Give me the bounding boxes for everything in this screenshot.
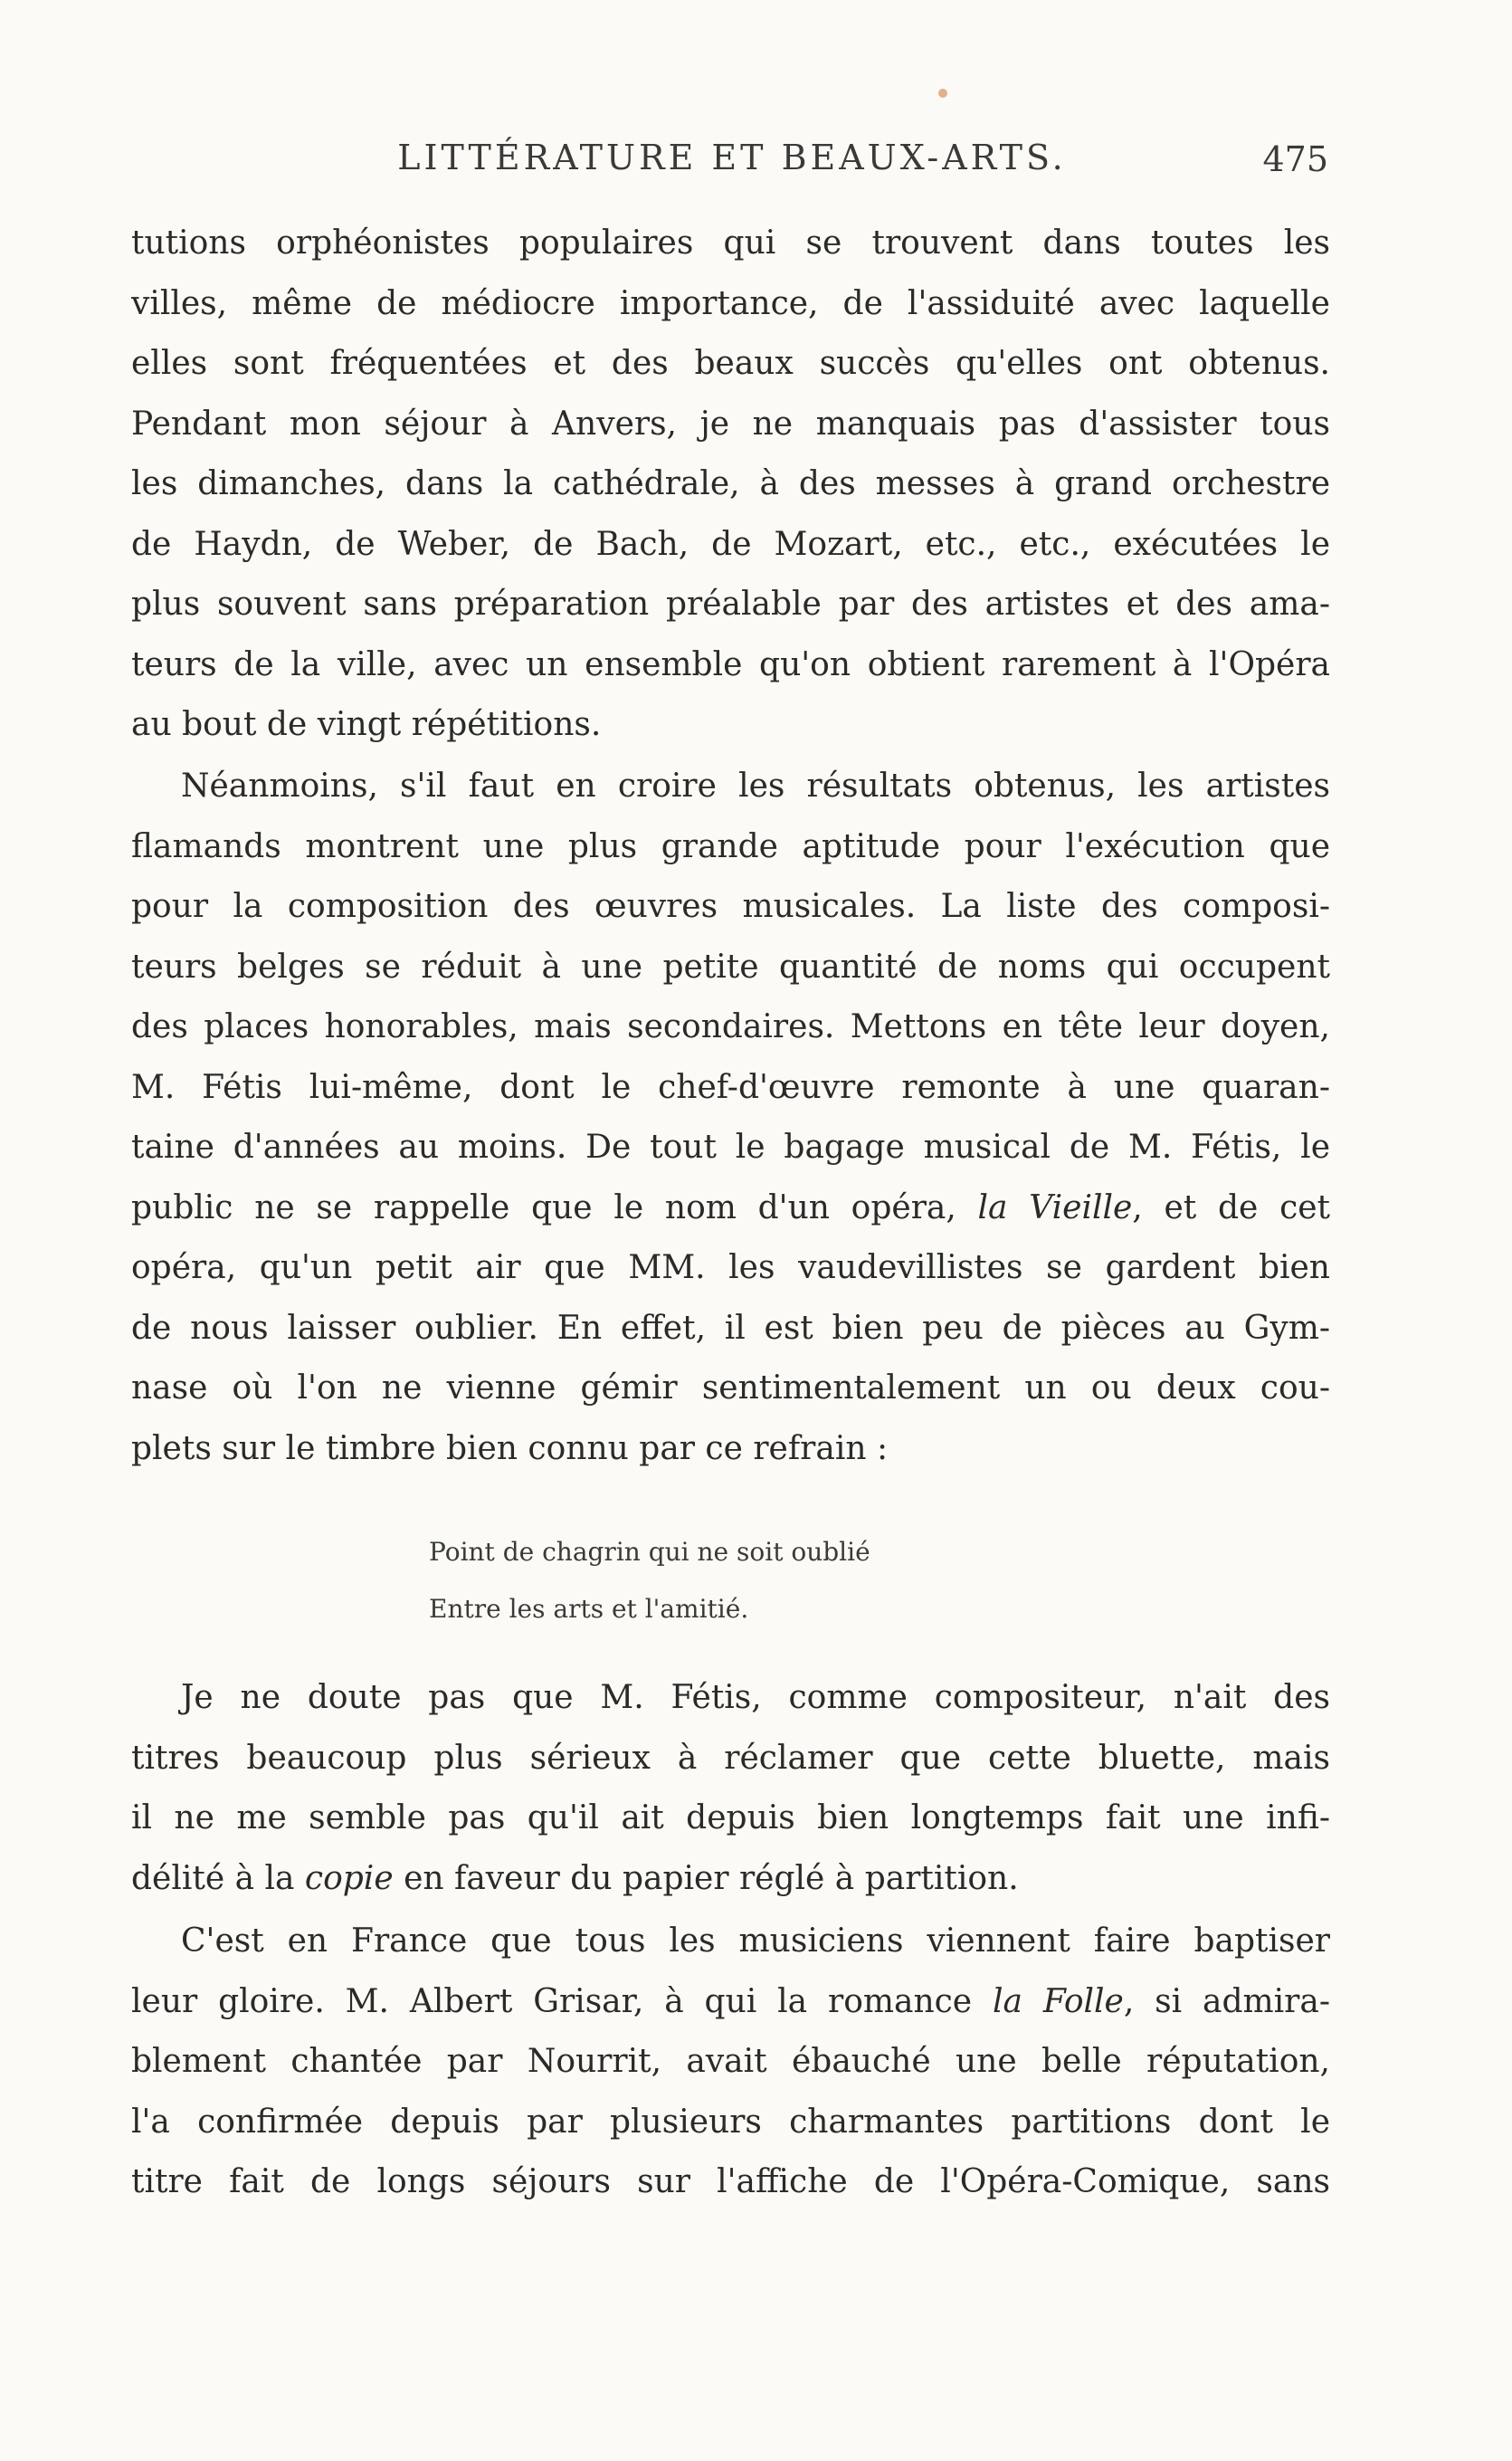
- page-header: [136, 138, 1328, 183]
- ornament-dot: [938, 89, 947, 98]
- text-line: de Haydn, de Weber, de Bach, de Mozart, etc., etc., exécutées le: [131, 525, 1330, 563]
- text-line: [131, 1849, 1330, 1910]
- text-run: , et de cet: [1132, 1188, 1330, 1226]
- text-line: M. Fétis lui-même, dont le chef-d'œuvre remonte à une quaran-: [131, 1068, 1330, 1106]
- text-line: [131, 1178, 1330, 1239]
- emphasis-italic: copie: [304, 1859, 394, 1897]
- text-line: nase où l'on ne vienne gémir sentimentalement un ou deux cou-: [131, 1369, 1330, 1407]
- paragraph-2: [131, 757, 1330, 1479]
- text-line: [131, 1972, 1330, 2033]
- text-run: en faveur du papier réglé à partition.: [393, 1859, 1019, 1897]
- text-line: teurs de la ville, avec un ensemble qu'on obtient rarement à l'Opéra: [131, 645, 1330, 683]
- text-line: Je ne doute pas que M. Fétis, comme compositeur, n'ait des: [181, 1679, 1330, 1716]
- text-line: taine d'années au moins. De tout le bagage musical de M. Fétis, le: [131, 1129, 1330, 1166]
- text-line: blement chantée par Nourrit, avait ébauché une belle réputation,: [131, 2043, 1330, 2080]
- text-line: opéra, qu'un petit air que MM. les vaudevillistes se gardent bien: [131, 1249, 1330, 1286]
- paragraph-1: [131, 214, 1330, 756]
- paragraph-3: [131, 1668, 1330, 1909]
- text-line: les dimanches, dans la cathédrale, à des messes à grand orchestre: [131, 465, 1330, 502]
- text-line: il ne me semble pas qu'il ait depuis bien longtemps fait une infi-: [131, 1799, 1330, 1836]
- text-run: leur gloire. M. Albert Grisar, à qui la romance: [131, 1982, 993, 2020]
- text-line: pour la composition des œuvres musicales. La liste des composi-: [131, 888, 1330, 925]
- text-line: de nous laisser oublier. En effet, il est bien peu de pièces au Gym-: [131, 1309, 1330, 1347]
- verse-quotation: [429, 1523, 870, 1637]
- text-line: Pendant mon séjour à Anvers, je ne manquais pas d'assister tous: [131, 405, 1330, 443]
- text-line: des places honorables, mais secondaires. Mettons en tête leur doyen,: [131, 1008, 1330, 1045]
- text-run: délité à la: [131, 1859, 305, 1897]
- text-line: titre fait de longs séjours sur l'affiche de l'Opéra-Comique, sans: [131, 2163, 1330, 2200]
- text-run: , si admira-: [1123, 1982, 1330, 2020]
- opera-title-italic: la Vieille: [977, 1188, 1133, 1226]
- text-line: villes, même de médiocre importance, de l'assiduité avec laquelle: [131, 284, 1330, 322]
- text-line: titres beaucoup plus sérieux à réclamer que cette bluette, mais: [131, 1739, 1330, 1777]
- text-line: elles sont fréquentées et des beaux succès qu'elles ont obtenus.: [131, 345, 1330, 382]
- verse-line: Point de chagrin qui ne soit oublié: [429, 1537, 870, 1567]
- page-number: 475: [1262, 139, 1328, 179]
- text-line: flamands montrent une plus grande aptitude pour l'exécution que: [131, 827, 1330, 865]
- text-line: plus souvent sans préparation préalable par des artistes et des ama-: [131, 586, 1330, 623]
- text-line: au bout de vingt répétitions.: [131, 706, 602, 743]
- text-line: Néanmoins, s'il faut en croire les résultats obtenus, les artistes: [181, 768, 1330, 805]
- text-line: C'est en France que tous les musiciens viennent faire baptiser: [181, 1922, 1330, 1960]
- verse-line: Entre les arts et l'amitié.: [429, 1594, 749, 1624]
- romance-title-italic: la Folle: [992, 1982, 1124, 2020]
- text-line: l'a confirmée depuis par plusieurs charmantes partitions dont le: [131, 2103, 1330, 2141]
- text-line: tutions orphéonistes populaires qui se trouvent dans toutes les: [131, 224, 1330, 262]
- text-line: teurs belges se réduit à une petite quantité de noms qui occupent: [131, 948, 1330, 986]
- text-line: plets sur le timbre bien connu par ce refrain :: [131, 1429, 889, 1467]
- paragraph-4: [131, 1912, 1330, 2213]
- text-run: public ne se rappelle que le nom d'un opéra,: [131, 1188, 978, 1226]
- running-title: LITTÉRATURE ET BEAUX-ARTS.: [397, 138, 1067, 177]
